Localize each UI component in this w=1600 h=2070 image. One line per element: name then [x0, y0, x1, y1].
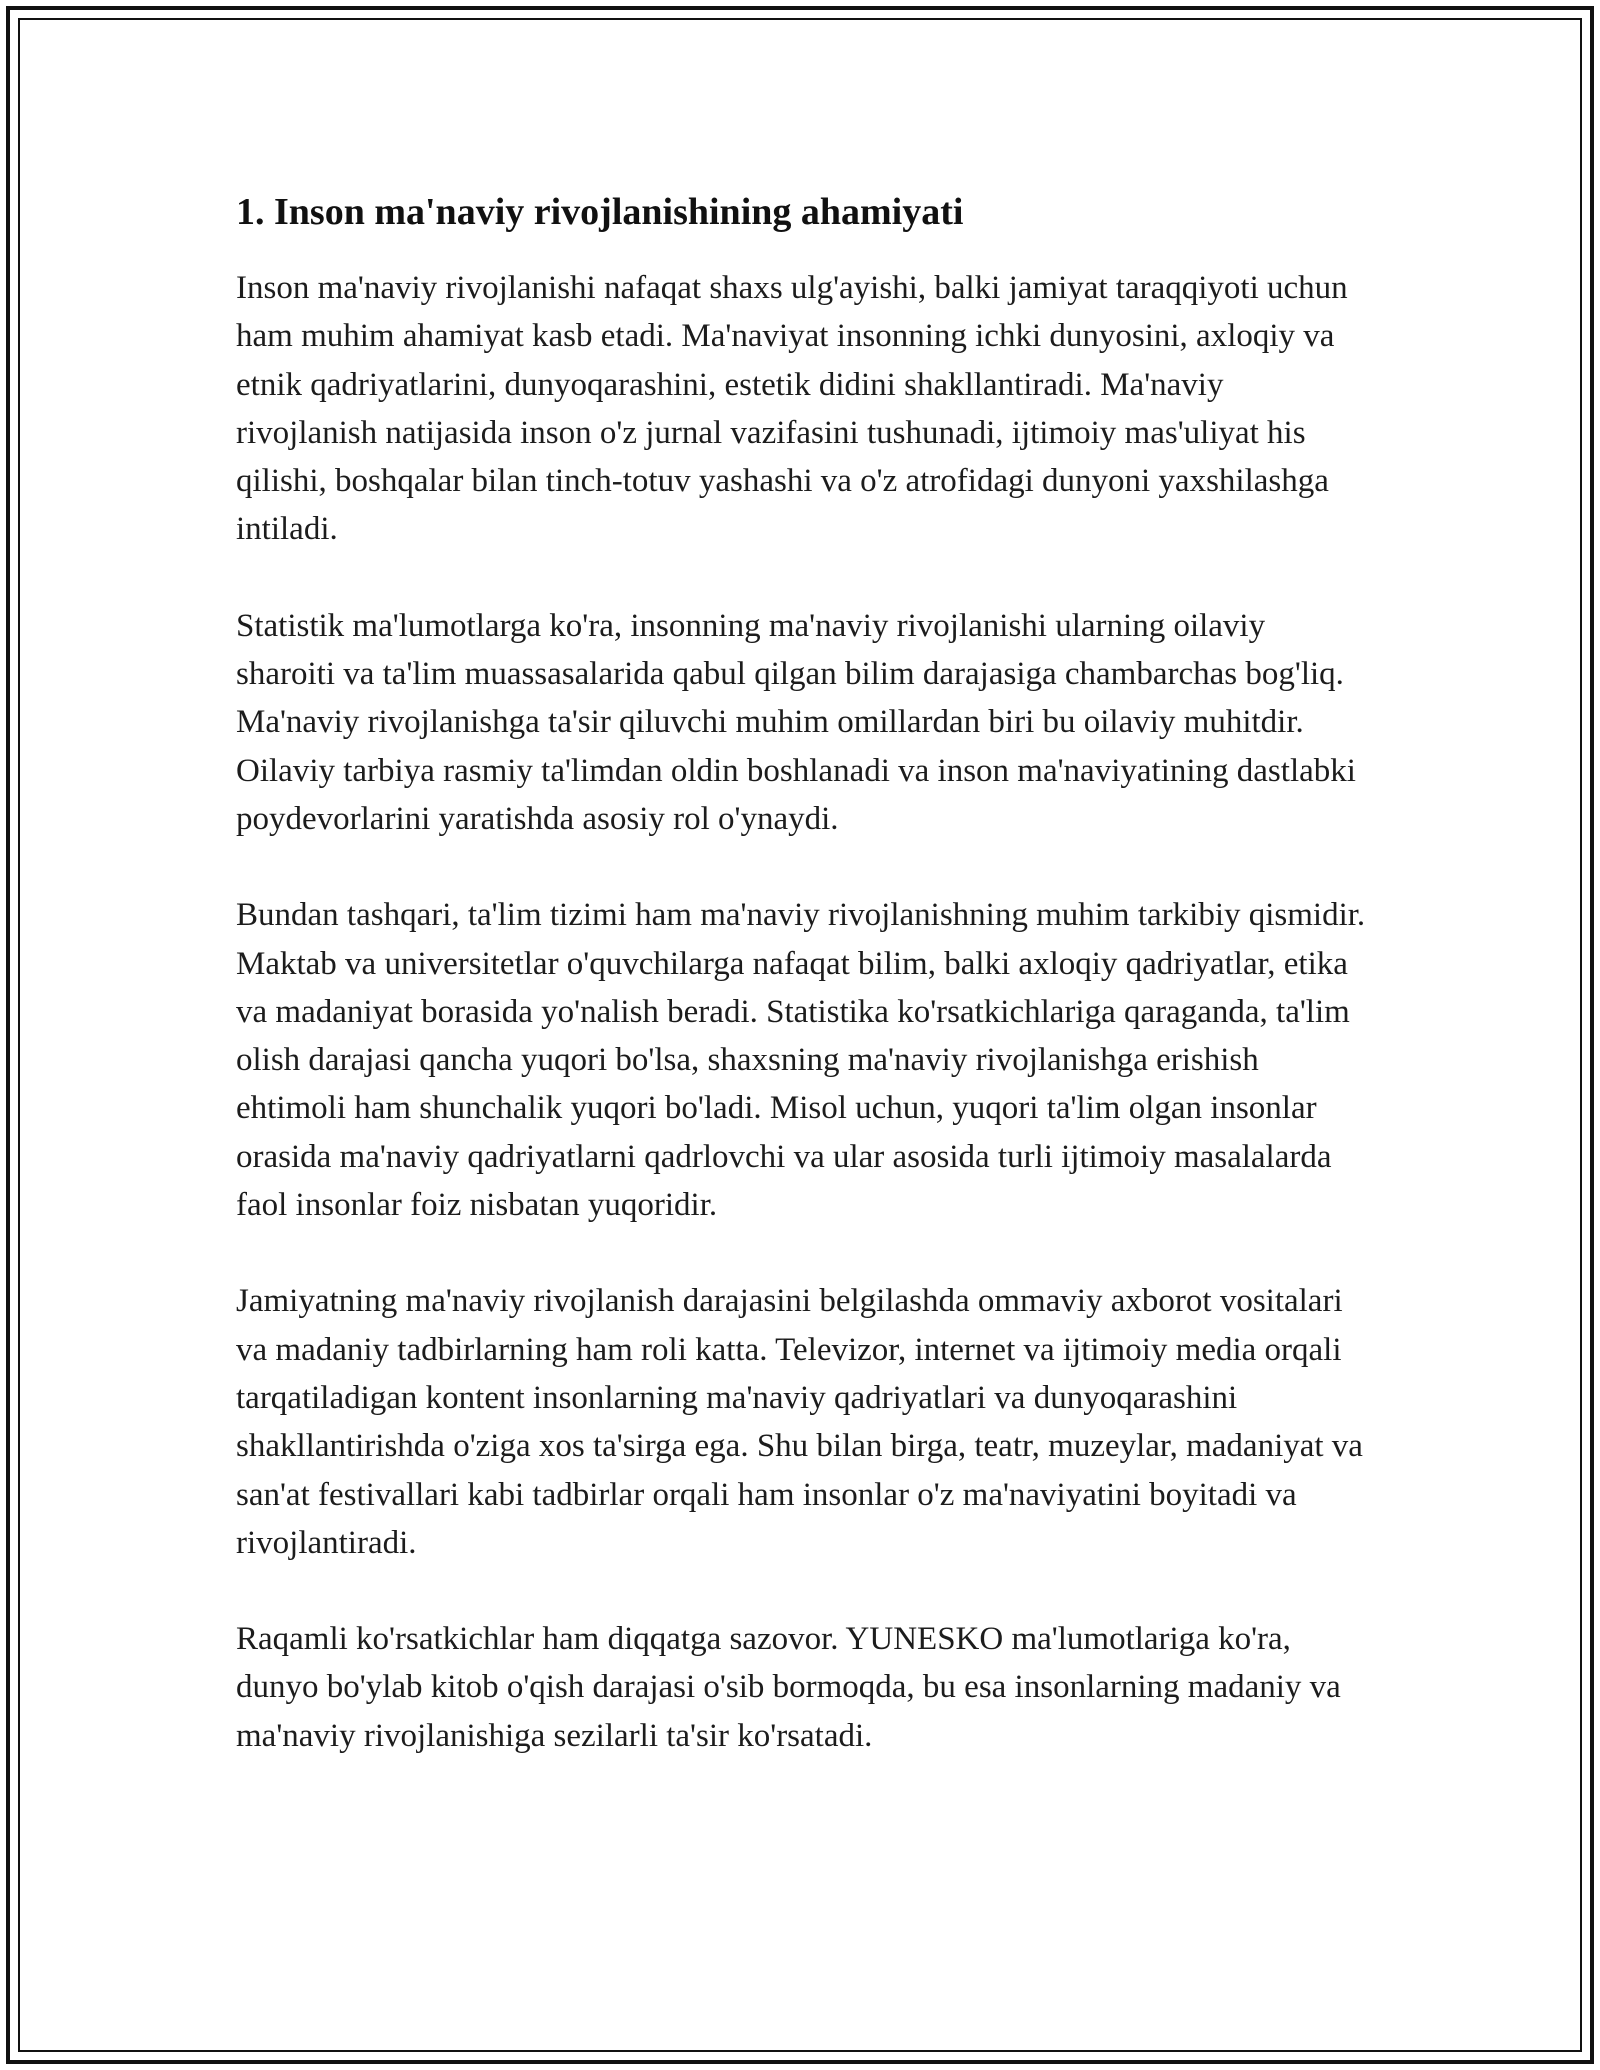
- section-heading: 1. Inson ma'naviy rivojlanishining ahamiyati: [236, 191, 964, 233]
- paragraph-3: Bundan tashqari, ta'lim tizimi ham ma'naviy rivojlanishning muhim tarkibiy qismidir. Maktab va universitetlar o'quvchilarga nafaqat bilim, balki axloqiy qadriyatlar, etika va madaniyat borasida yo'nalish beradi. Statistika ko'rsatkichlariga qaraganda, ta'lim olish darajasi qancha yuqori bo'lsa, shaxsning ma'naviy rivojlanishga erishish ehtimoli ham shunchalik yuqori bo'ladi. Misol uchun, yuqori ta'lim olgan insonlar orasida ma'naviy qadriyatlarni qadrlovchi va ular asosida turli ijtimoiy masalalarda faol insonlar foiz nisbatan yuqoridir.: [236, 897, 1366, 1224]
- document-body: [236, 188, 1366, 1808]
- paragraph-2: Statistik ma'lumotlarga ko'ra, insonning ma'naviy rivojlanishi ularning oilaviy sharoiti va ta'lim muassasalarida qabul qilgan bilim darajasiga chambarchas bog'liq. Ma'naviy rivojlanishga ta'sir qiluvchi muhim omillardan biri bu oilaviy muhitdir. Oilaviy tarbiya rasmiy ta'limdan oldin boshlanadi va inson ma'naviyatining dastlabki poydevorlarini yaratishda asosiy rol o'ynaydi.: [236, 607, 1356, 837]
- paragraph-4: Jamiyatning ma'naviy rivojlanish darajasini belgilashda ommaviy axborot vositalari va madaniy tadbirlarning ham roli katta. Televizor, internet va ijtimoiy media orqali tarqatiladigan kontent insonlarning ma'naviy qadriyatlari va dunyoqarashini shakllantirishda o'ziga xos ta'sirga ega. Shu bilan birga, teatr, muzeylar, madaniyat va san'at festivallari kabi tadbirlar orqali ham insonlar o'z ma'naviyatini boyitadi va rivojlantiradi.: [236, 1283, 1363, 1561]
- paragraph-1: Inson ma'naviy rivojlanishi nafaqat shaxs ulg'ayishi, balki jamiyat taraqqiyoti uchun ham muhim ahamiyat kasb etadi. Ma'naviyat insonning ichki dunyosini, axloqiy va etnik qadriyatlarini, dunyoqarashini, estetik didini shakllantiradi. Ma'naviy rivojlanish natijasida inson o'z jurnal vazifasini tushunadi, ijtimoiy mas'uliyat his qilishi, boshqalar bilan tinch-totuv yashashi va o'z atrofidagi dunyoni yaxshilashga intiladi.: [236, 270, 1348, 548]
- paragraph-5: Raqamli ko'rsatkichlar ham diqqatga sazovor. YUNESKO ma'lumotlariga ko'ra, dunyo bo'ylab kitob o'qish darajasi o'sib bormoqda, bu esa insonlarning madaniy va ma'naviy rivojlanishiga sezilarli ta'sir ko'rsatadi.: [236, 1621, 1341, 1754]
